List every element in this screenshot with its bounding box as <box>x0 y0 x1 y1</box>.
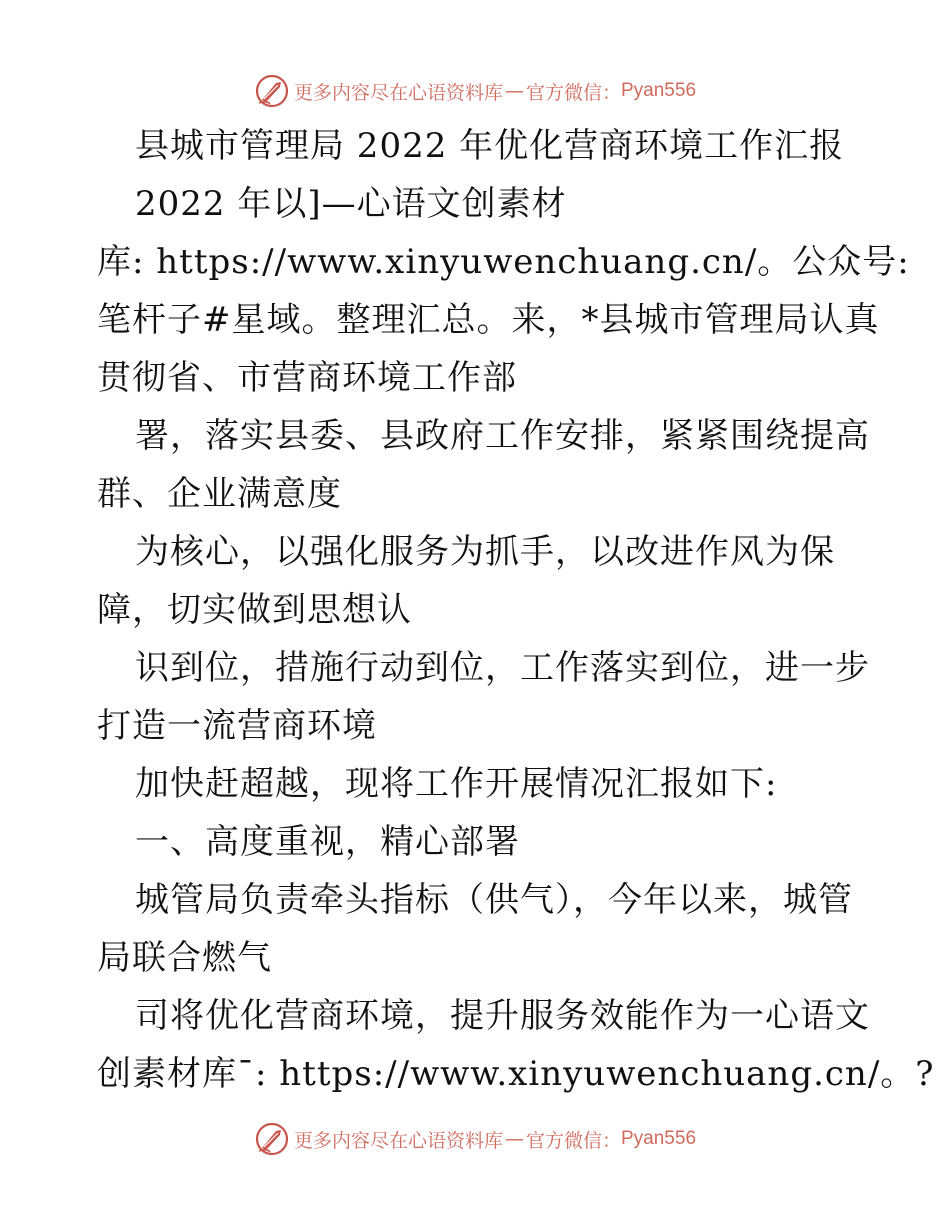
paragraph-line: 加快赶超越，现将工作开展情况汇报如下: <box>135 764 778 804</box>
banner-slogan: 更多内容尽在心语资料库 <box>293 81 503 104</box>
paragraph-line: 群、企业满意度 <box>97 474 342 514</box>
quill-pen-logo-icon <box>254 73 290 109</box>
document-body <box>97 117 935 1103</box>
banner-wechat-id: Pyan556 <box>621 1128 697 1149</box>
quill-pen-logo-icon <box>254 1121 290 1157</box>
paragraph-line: 库: https://www.xinyuwenchuang.cn/。公众号: <box>97 242 910 282</box>
document-title: 县城市管理局 2022 年优化营商环境工作汇报 <box>135 126 845 166</box>
banner-dash: — <box>504 1128 524 1150</box>
paragraph-line: 署，落实县委、县政府工作安排，紧紧围绕提高 <box>135 416 870 456</box>
paragraph-line: 司将优化营商环境，提升服务效能作为一心语文 <box>135 996 870 1036</box>
banner-slogan: 更多内容尽在心语资料库 <box>293 1129 503 1152</box>
banner-dash: — <box>504 80 524 102</box>
banner-wechat-label: 官方微信： <box>525 81 621 104</box>
paragraph-line: 打造一流营商环境 <box>97 706 377 746</box>
header-banner <box>0 71 950 111</box>
paragraph-line: 城管局负责牵头指标（供气），今年以来，城管 <box>135 880 853 920</box>
paragraph-line: 创素材库¯: https://www.xinyuwenchuang.cn/。? <box>97 1054 935 1094</box>
paragraph-line: 障，切实做到思想认 <box>97 590 412 630</box>
banner-wechat-label: 官方微信： <box>525 1129 621 1152</box>
paragraph-line: 为核心，以强化服务为抓手，以改进作风为保 <box>135 532 835 572</box>
paragraph-line: 局联合燃气 <box>97 938 272 978</box>
paragraph-line: 识到位，措施行动到位，工作落实到位，进一步 <box>135 648 870 688</box>
paragraph-line: 2022 年以]—心语文创素材 <box>135 184 567 224</box>
banner-wechat-id: Pyan556 <box>621 80 697 101</box>
footer-banner <box>0 1119 950 1159</box>
section-heading: 一、高度重视，精心部署 <box>135 822 520 862</box>
paragraph-line: 贯彻省、市营商环境工作部 <box>97 358 517 398</box>
paragraph-line: 笔杆子#星域。整理汇总。来，*县城市管理局认真 <box>97 300 880 340</box>
